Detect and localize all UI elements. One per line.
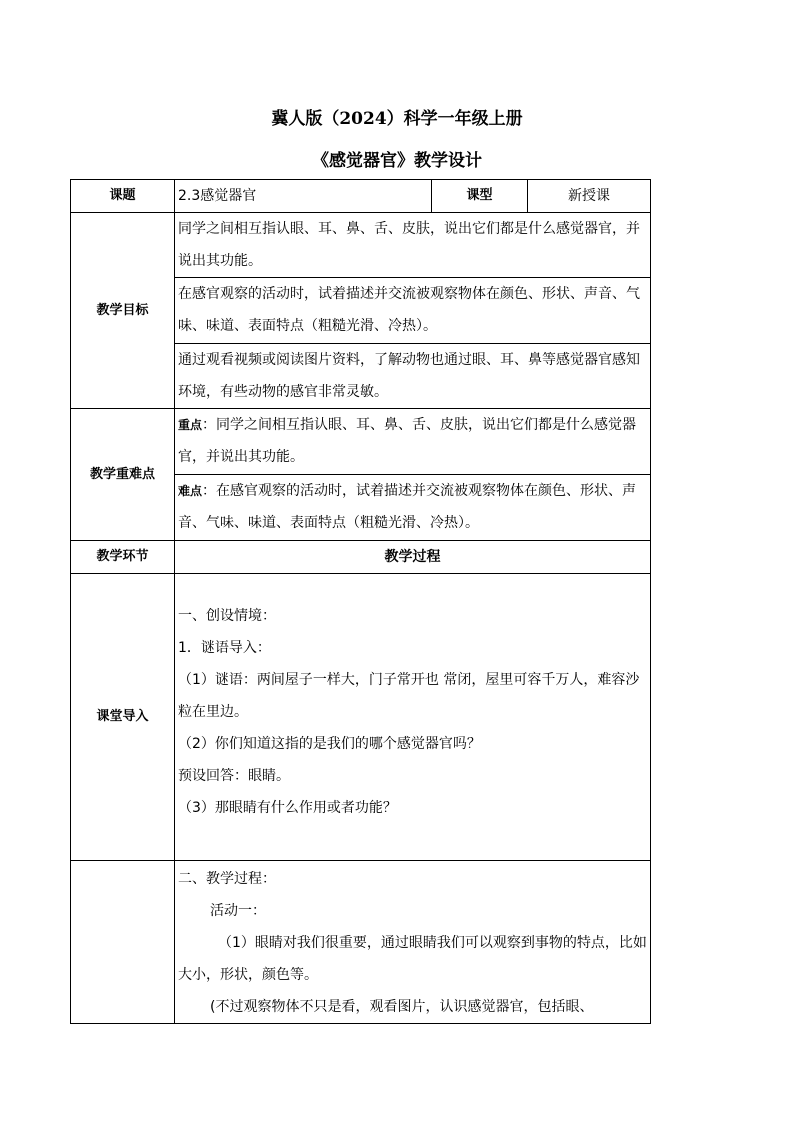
difficulty-label: 难点 — [178, 484, 203, 498]
document-subtitle: 《感觉器官》教学设计 — [312, 151, 482, 171]
intro-line: （3）那眼睛有什么作用或者功能？ — [178, 800, 397, 816]
intro-line: （2）你们知道这指的是我们的哪个感觉器官吗？ — [178, 736, 481, 752]
stage-header: 教学环节 — [71, 541, 175, 574]
objective-item: 通过观看视频或阅读图片资料，了解动物也通过眼、耳、鼻等感觉器官感知环境，有些动物的感官非常灵敏。 — [175, 344, 651, 409]
topic-label: 课题 — [71, 180, 175, 213]
lesson-plan-table — [70, 179, 651, 1024]
process-activity: 活动一： — [210, 903, 266, 919]
intro-label-text: 课堂导入 — [96, 709, 149, 724]
process-row — [71, 861, 651, 1024]
key-points-label: 教学重难点 — [71, 409, 175, 541]
intro-content — [175, 574, 651, 861]
type-label: 课型 — [432, 180, 528, 213]
header-row — [71, 180, 651, 213]
key-points-row — [71, 409, 651, 475]
intro-line: （1）谜语：两间屋子一样大，门子常开也 常闭，屋里可容千万人，难容沙粒在里边。 — [178, 672, 640, 720]
objectives-label: 教学目标 — [71, 213, 175, 409]
process-stage-cell — [71, 861, 175, 1024]
objective-item: 在感官观察的活动时，试着描述并交流被观察物体在颜色、形状、声音、气味、味道、表面特点（粗糙光滑、冷热）。 — [175, 278, 651, 344]
intro-label — [71, 574, 175, 861]
intro-row — [71, 574, 651, 861]
focus-text: ：同学之间相互指认眼、耳、鼻、舌、皮肤，说出它们都是什么感觉器官，并说出其功能。 — [178, 417, 637, 465]
process-paragraph: (不过观察物体不只是看，观看图片，认识感觉器官，包括眼、 — [210, 999, 594, 1015]
process-heading: 二、教学过程： — [178, 871, 276, 887]
difficulty-cell — [175, 475, 651, 541]
section-header-row — [71, 541, 651, 574]
focus-label: 重点 — [178, 418, 203, 432]
type-value: 新授课 — [528, 180, 651, 213]
focus-cell — [175, 409, 651, 475]
objective-item: 同学之间相互指认眼、耳、鼻、舌、皮肤，说出它们都是什么感觉器官，并说出其功能。 — [175, 213, 651, 278]
process-paragraph: （1）眼睛对我们很重要，通过眼睛我们可以观察到事物的特点，比如大小，形状，颜色等。 — [178, 935, 647, 983]
process-header: 教学过程 — [175, 541, 651, 574]
intro-line: 1．谜语导入： — [178, 640, 271, 656]
intro-line: 预设回答：眼睛。 — [178, 768, 290, 784]
objectives-row — [71, 213, 651, 278]
process-content — [175, 861, 651, 1024]
difficulty-text: ：在感官观察的活动时，试着描述并交流被观察物体在颜色、形状、声音、气味、味道、表面特点（粗糙光滑、冷热）。 — [178, 483, 637, 531]
intro-line: 一、创设情境： — [178, 608, 276, 624]
document-title: 冀人版（2024）科学一年级上册 — [271, 109, 523, 129]
topic-value: 2.3感觉器官 — [175, 180, 432, 213]
